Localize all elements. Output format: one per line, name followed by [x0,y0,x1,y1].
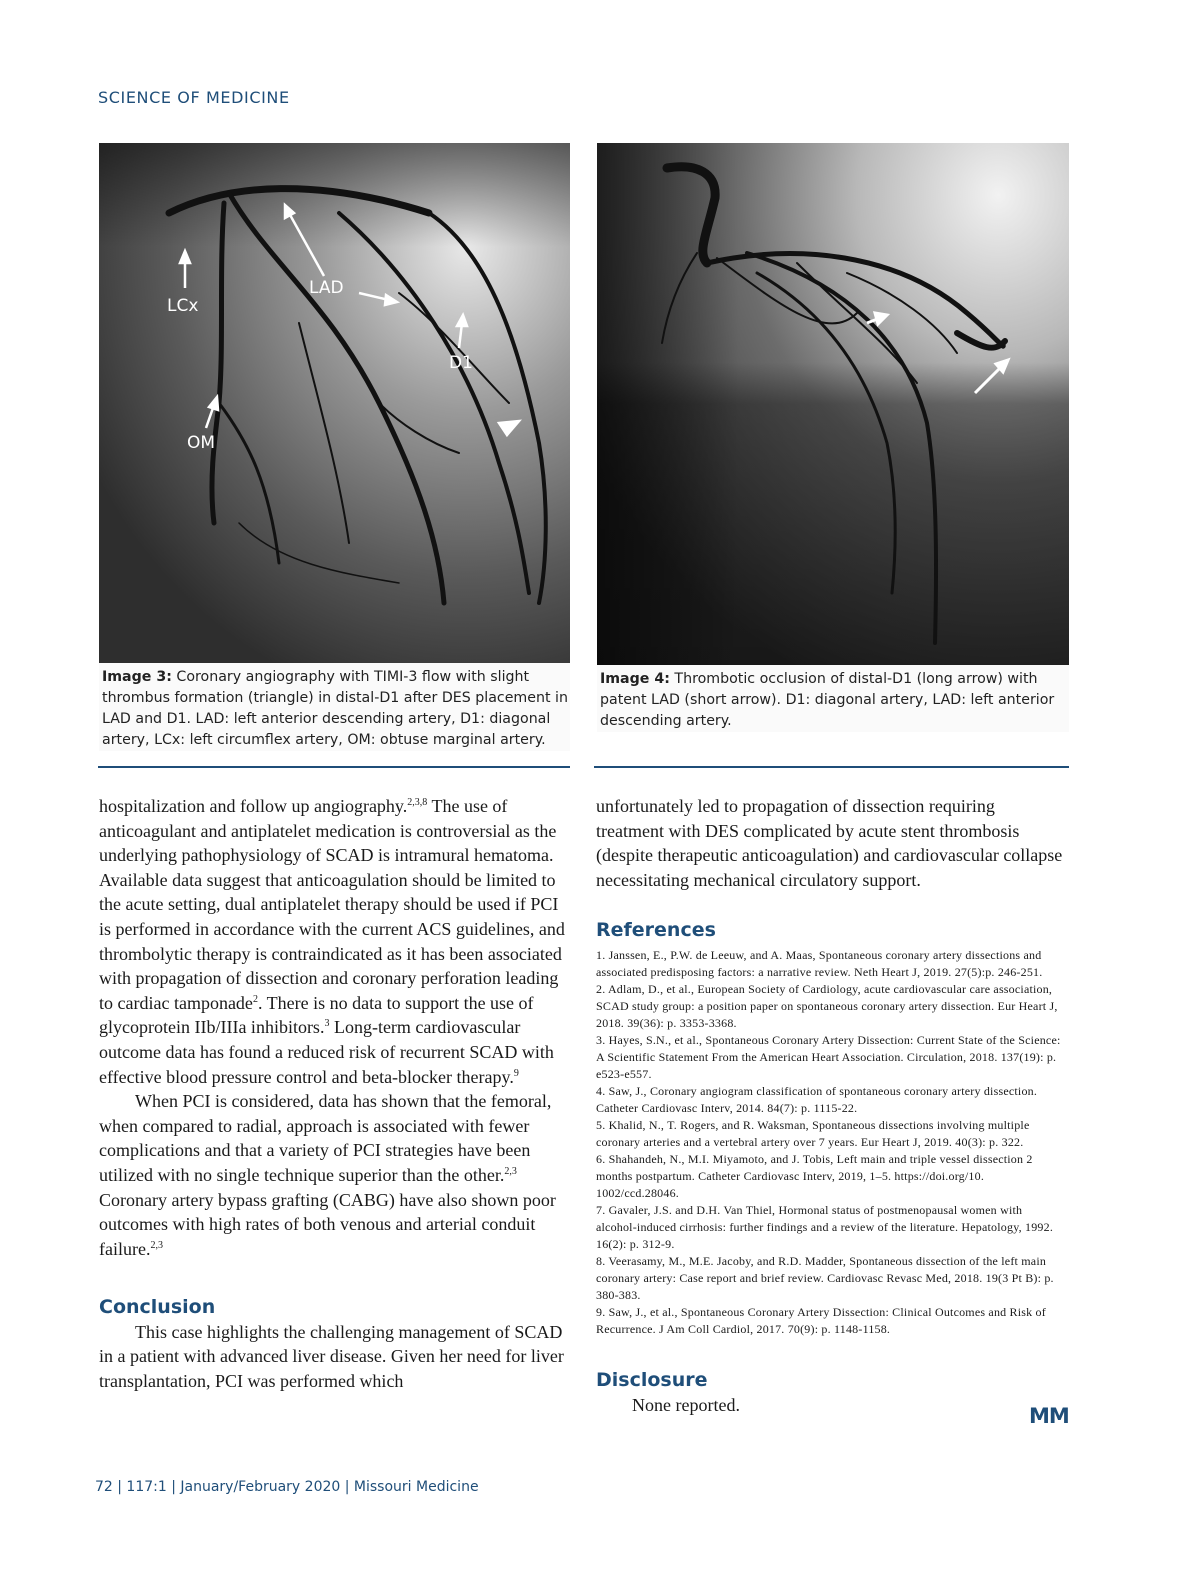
text-span: When PCI is considered, data has shown that the femoral, when compared to radial, approach is associated with fewer complications and that a variety of PCI strategies have been utilized with no single technique superior than the other. [99,1091,552,1185]
citation: 2,3 [504,1165,517,1177]
reference-item: 5. Khalid, N., T. Rogers, and R. Waksman, Spontaneous dissections involving multiple coronary arteries and a vertebral artery over 7 years. Eur Heart J, 2019. 40(3): p. 322. [596,1117,1030,1149]
citation: 2,3,8 [407,797,428,808]
divider-left [98,766,570,768]
text-span: . There is no data to support the use of glycoprotein IIb/IIIa inhibitors. [99,992,534,1038]
label-lcx: LCx [167,296,199,316]
reference-item: 6. Shahandeh, N., M.I. Miyamoto, and J. Tobis, Left main and triple vessel dissection 2 months postpartum. Catheter Cardiovasc Interv, 2019, 1–5. https://doi.org/10. 1002/ccd.28046. [596,1151,1033,1200]
citation: 2,3 [150,1239,163,1251]
caption-image-4 [597,665,1069,732]
divider-right [594,766,1069,768]
reference-item: 9. Saw, J., et al., Spontaneous Coronary Artery Dissection: Clinical Outcomes and Risk of Recurrence. J Am Coll Cardiol, 2017. 70(9): p. 1148-1158. [596,1304,1046,1336]
figure-image-3 [99,143,570,751]
disclosure-heading: Disclosure [596,1368,708,1391]
figure-image-4 [597,143,1069,732]
text-span: hospitalization and follow up angiography. [99,796,408,816]
citation: 3 [324,1018,330,1030]
angiogram-image-4 [597,143,1069,665]
references-list [596,947,1066,1338]
body-paragraph-continued: unfortunately led to propagation of dissection requiring treatment with DES complicated by acute stent thrombosis (despite therapeutic anticoagulation) and cardiovascular collapse necessitating mechanical circulatory support. [596,796,1063,890]
reference-item: 3. Hayes, S.N., et al., Spontaneous Coronary Artery Dissection: Current State of the Science: A Scientific Statement From the American Heart Association. Circulation, 2018. 137(19): p. e523-e557. [596,1032,1061,1081]
caption-image-3 [99,663,570,751]
conclusion-paragraph: This case highlights the challenging management of SCAD in a patient with advanced liver disease. Given her need for liver transplantation, PCI was performed which [99,1321,564,1392]
text-span: The use of anticoagulant and antiplatelet medication is controversial as the underlying pathophysiology of SCAD is intramural hematoma. Available data suggest that anticoagulation should be limited to the acute setting, dual antiplatelet therapy should be used if PCI is performed in accordance with the current ACS guidelines, and thrombolytic therapy is contraindicated as it has been associated with propagation of dissection and coronary perforation leading to cardiac tamponade [99,796,565,1013]
reference-item: 4. Saw, J., Coronary angiogram classification of spontaneous coronary artery dissection. Catheter Cardiovasc Interv, 2014. 84(7): p. 1115-22. [596,1083,1038,1115]
citation: 2 [252,993,258,1005]
page-footer: 72 | 117:1 | January/February 2020 | Missouri Medicine [95,1479,479,1495]
text-span: Coronary artery bypass grafting (CABG) have also shown poor outcomes with high rates of both venous and arterial conduit failure. [99,1189,556,1259]
conclusion-heading: Conclusion [99,1296,216,1319]
caption-text: Coronary angiography with TIMI-3 flow with slight thrombus formation (triangle) in distal-D1 after DES placement in LAD and D1. LAD: left anterior descending artery, D1: diagonal artery, LCx: left circumflex artery, OM: obtuse marginal artery. [102,669,568,748]
label-lad: LAD [309,278,344,298]
text-span: Long-term cardiovascular outcome data has found a reduced risk of recurrent SCAD with effective blood pressure control and beta-blocker therapy. [99,1017,554,1087]
right-column [596,794,1066,1417]
body-paragraph-1 [99,794,569,1089]
reference-item: 1. Janssen, E., P.W. de Leeuw, and A. Maas, Spontaneous coronary artery dissections and associated predisposing factors: a narrative review. Neth Heart J, 2019. 27(5):p. 246-251. [596,947,1043,979]
reference-item: 7. Gavaler, J.S. and D.H. Van Thiel, Hormonal status of postmenopausal women with alcohol-induced cirrhosis: further findings and a review of the literature. Hepatology, 1992. 16(2): p. 312-9. [596,1202,1054,1251]
disclosure-text: None reported. [632,1394,740,1415]
section-header: SCIENCE OF MEDICINE [98,88,290,107]
body-paragraph-2 [99,1089,569,1261]
references-heading: References [596,919,716,942]
left-column [99,794,569,1394]
citation: 9 [513,1067,519,1079]
label-d1: D1 [449,353,473,373]
reference-item: 2. Adlam, D., et al., European Society of Cardiology, acute cardiovascular care association, SCAD study group: a position paper on spontaneous coronary artery dissection. Eur Heart J, 2018. 39(36): p. 3353-3368. [596,981,1058,1030]
missouri-medicine-logo: MM [1029,1404,1069,1428]
label-om: OM [187,433,216,453]
reference-item: 8. Veerasamy, M., M.E. Jacoby, and R.D. Madder, Spontaneous dissection of the left main coronary artery: Case report and brief review. Cardiovasc Revasc Med, 2018. 19(3 Pt B): p. 380-383. [596,1253,1054,1302]
angiogram-image-3 [99,143,570,663]
caption-text: Thrombotic occlusion of distal-D1 (long arrow) with patent LAD (short arrow). D1: diagonal artery, LAD: left anterior descending artery. [600,671,1055,729]
caption-prefix: Image 3: [102,669,172,685]
caption-prefix: Image 4: [600,671,670,687]
